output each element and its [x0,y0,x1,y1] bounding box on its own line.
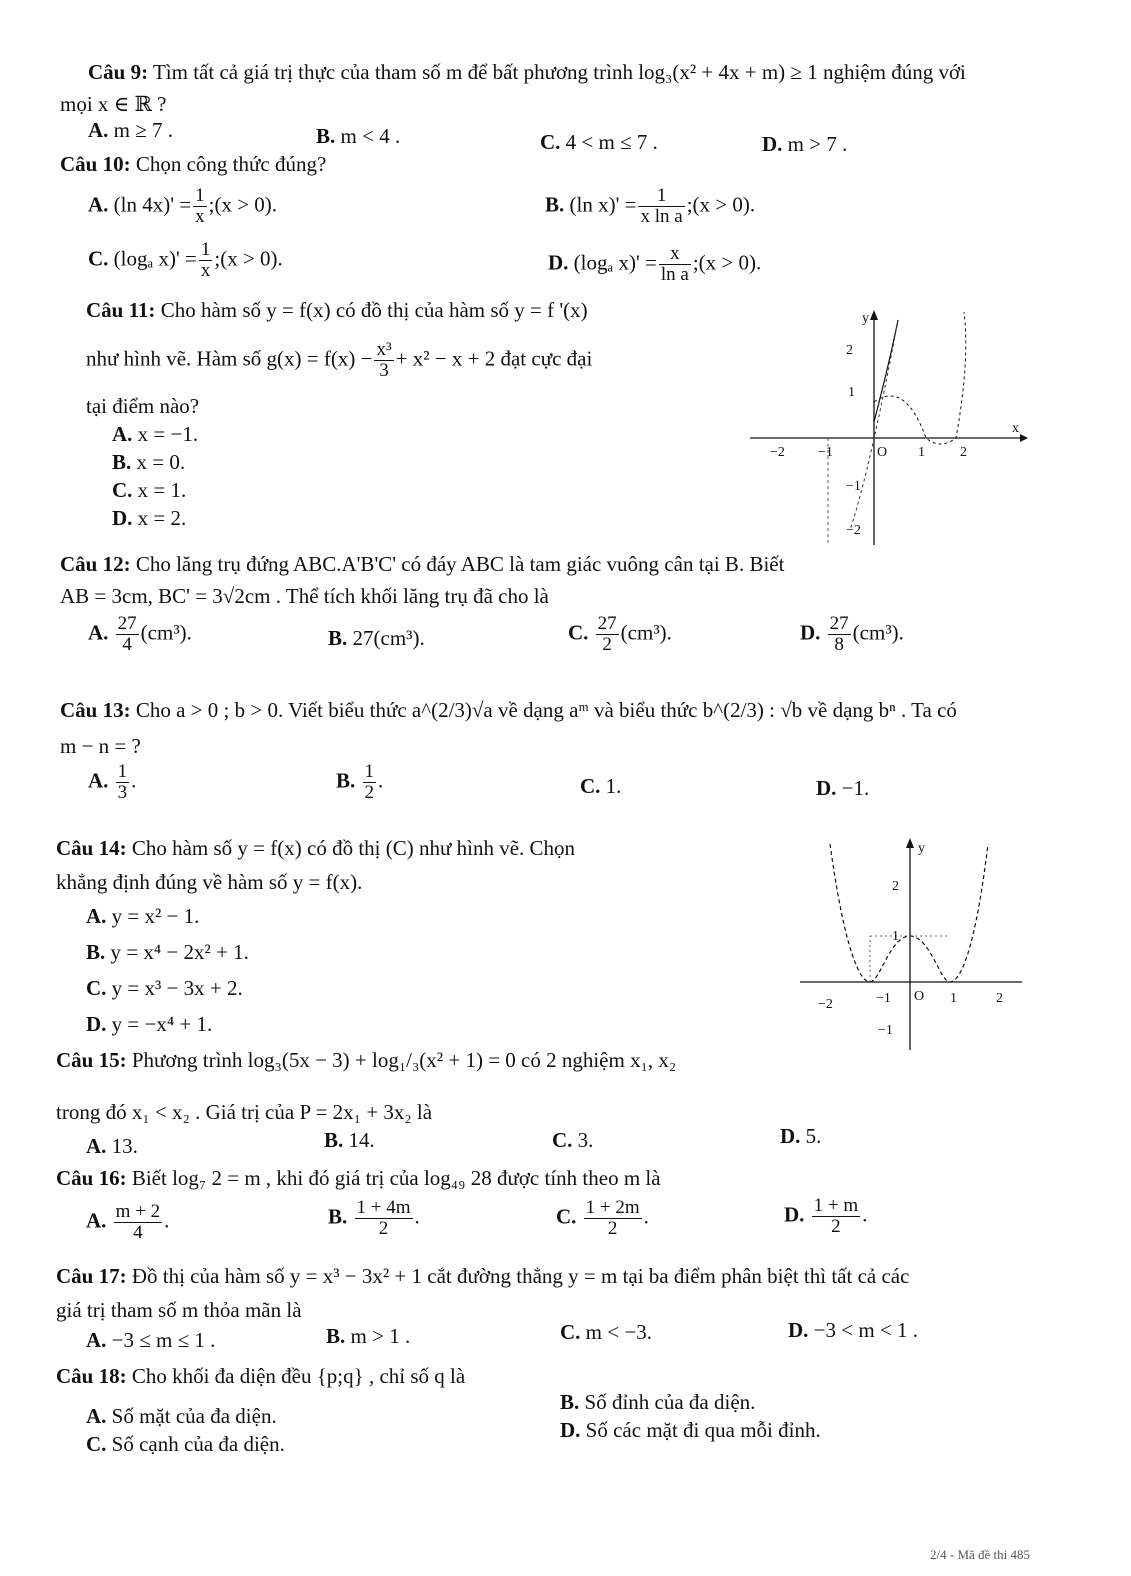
q13-option-a: A. $\frac{1}{3}$ . [88,761,137,803]
q15-option-a: A. 13. [86,1134,138,1158]
q10-label: Câu 10: [60,152,131,176]
q14-stem1: Câu 14: Cho hàm số y = f(x) có đồ thị (C) như hình vẽ. Chọn [56,836,576,860]
q17-option-b: B. m > 1 . [326,1324,411,1348]
q11-label-x: x [1012,421,1019,436]
q12-stem2: AB = 3cm, BC' = 3√2cm . Thể tích khối lăng trụ đã cho là [60,584,549,608]
q11-option-c: C. x = 1. [112,478,187,502]
q18-option-d: D. Số các mặt đi qua mỗi đỉnh. [560,1418,821,1442]
q14-label-x-neg2: −2 [818,997,833,1012]
q11-option-d: D. x = 2. [112,506,187,530]
q11-x-arrow [1020,434,1028,442]
q14-label-o: O [914,989,925,1004]
q15-stem2: trong đó x₁ < x₂ . Giá trị của P = 2x₁ + 3x₂ là [56,1100,433,1124]
q18-option-a: A. Số mặt của đa diện. [86,1404,277,1428]
q9-stem2: mọi x ∈ ℝ ? [60,92,167,116]
q11-label-y-2: 2 [846,343,853,358]
q13-stem2: m − n = ? [60,734,141,758]
q15-option-b: B. 14. [324,1128,375,1152]
q12-option-a: A. $\frac{27}{4}$ (cm³). [88,613,192,655]
q10-stem-line [60,152,326,176]
q11-stem1: Câu 11: Cho hàm số y = f(x) có đồ thị của hàm số y = f '(x) [86,298,588,322]
q14-label-y-1: 1 [892,929,899,944]
q11-option-a: A. x = −1. [112,422,199,446]
q18-option-b: B. Số đỉnh của đa diện. [560,1390,756,1414]
q13-option-b: B. $\frac{1}{2}$ . [336,761,384,803]
q14-label-x-1: 1 [950,991,957,1006]
q11-label-y: y [862,311,869,326]
q11-stem2: như hình vẽ. Hàm số g(x) = f(x) − $\frac{\text{x³}}{3}$ + x² − x + 2 đạt cực đại [86,339,593,381]
q11-label-x-2: 2 [960,445,967,460]
q10-option-b: B. (ln x)' = $\frac{1}{\text{x ln a}}$ ;(x > 0). [545,185,756,227]
q14-function-graph [800,832,1030,1052]
q14-label-x-2: 2 [996,991,1003,1006]
q11-derivative-graph [750,300,1030,550]
q10-option-a: A. (ln 4x)' = $\frac{1}{x}$ ;(x > 0). [88,185,278,227]
q11-option-b: B. x = 0. [112,450,186,474]
q11-curve-left [874,320,898,422]
q11-label-x-neg2: −2 [770,445,785,460]
q9-stem: Tìm tất cả giá trị thực của tham số m để bất phương trình log₃(x² + 4x + m) ≥ 1 nghiệm đúng với [152,60,966,84]
q13-option-c: C. 1. [580,774,622,798]
q16-option-a: A. $\frac{m + 2}{4}$ . [86,1201,170,1243]
q11-y-arrow [870,310,878,320]
q11-label-y-neg2: −2 [846,523,861,538]
q11-curve-right [874,312,966,444]
q9-stem-line [88,60,966,84]
q16-stem: Câu 16: Biết log₇ 2 = m , khi đó giá trị của log₄₉ 28 được tính theo m là [56,1166,661,1190]
q16-option-d: D. $\frac{1 + m}{2}$ . [784,1195,868,1237]
q17-stem1: Câu 17: Đồ thị của hàm số y = x³ − 3x² + 1 cắt đường thẳng y = m tại ba điểm phân biệt thì tất cả các [56,1264,910,1288]
q14-option-b: B. y = x⁴ − 2x² + 1. [86,940,249,964]
q15-option-d: D. 5. [780,1124,822,1148]
q9-option-c: C. 4 < m ≤ 7 . [540,130,658,154]
q11-label-y-1: 1 [848,385,855,400]
q12-option-c: C. $\frac{27}{2}$ (cm³). [568,613,672,655]
q9-label: Câu 9: [88,60,149,84]
q18-stem: Câu 18: Cho khối đa diện đều {p;q} , chỉ số q là [56,1364,466,1388]
q14-label-y: y [918,841,925,856]
q12-stem1: Câu 12: Cho lăng trụ đứng ABC.A'B'C' có đáy ABC là tam giác vuông cân tại B. Biết [60,552,785,576]
q14-y-arrow [906,838,914,848]
q9-option-a: A. m ≥ 7 . [88,118,174,142]
q14-label-y-2: 2 [892,879,899,894]
q18-option-c: C. Số cạnh của đa diện. [86,1432,285,1456]
q10-option-d: D. (logₐ x)' = $\frac{x}{\text{ln a}}$ ;(x > 0). [548,243,762,285]
q12-option-b: B. 27(cm³). [328,626,425,650]
q14-option-c: C. y = x³ − 3x + 2. [86,976,243,1000]
q16-option-b: B. $\frac{1 + 4m}{2}$ . [328,1197,420,1239]
q14-option-d: D. y = −x⁴ + 1. [86,1012,213,1036]
q14-option-a: A. y = x² − 1. [86,904,200,928]
q15-option-c: C. 3. [552,1128,594,1152]
q17-stem2: giá trị tham số m thỏa mãn là [56,1298,302,1322]
q14-stem2: khẳng định đúng về hàm số y = f(x). [56,870,363,894]
q9-option-b: B. m < 4 . [316,124,401,148]
q14-curve [830,844,988,982]
q13-stem1: Câu 13: Cho a > 0 ; b > 0. Viết biểu thức a^(2/3)√a về dạng aᵐ và biểu thức b^(2/3) : √b về dạng bⁿ . Ta có [60,698,957,722]
q11-stem3: tại điểm nào? [86,394,200,418]
q12-option-d: D. $\frac{27}{8}$ (cm³). [800,613,904,655]
q14-label-x-neg1: −1 [876,991,891,1006]
q11-label-o: O [877,445,888,460]
q16-option-c: C. $\frac{1 + 2m}{2}$ . [556,1197,649,1239]
q17-option-c: C. m < −3. [560,1320,652,1344]
q14-label-y-neg1: −1 [878,1023,893,1038]
q17-option-a: A. −3 ≤ m ≤ 1 . [86,1328,216,1352]
q9-option-d: D. m > 7 . [762,132,848,156]
q15-stem1: Câu 15: Phương trình log₃(5x − 3) + log₁/₃(x² + 1) = 0 có 2 nghiệm x₁, x₂ [56,1048,677,1072]
q11-label-x-neg1: −1 [818,445,833,460]
q11-label-x-1: 1 [918,445,925,460]
q10-option-c: C. (logₐ x)' = $\frac{1}{x}$ ;(x > 0). [88,239,283,281]
q10-stem: Chọn công thức đúng? [135,152,327,176]
q13-option-d: D. −1. [816,776,870,800]
q17-option-d: D. −3 < m < 1 . [788,1318,919,1342]
page-footer: 2/4 - Mã đề thi 485 [930,1547,1031,1562]
q11-label-y-neg1: −1 [846,479,861,494]
